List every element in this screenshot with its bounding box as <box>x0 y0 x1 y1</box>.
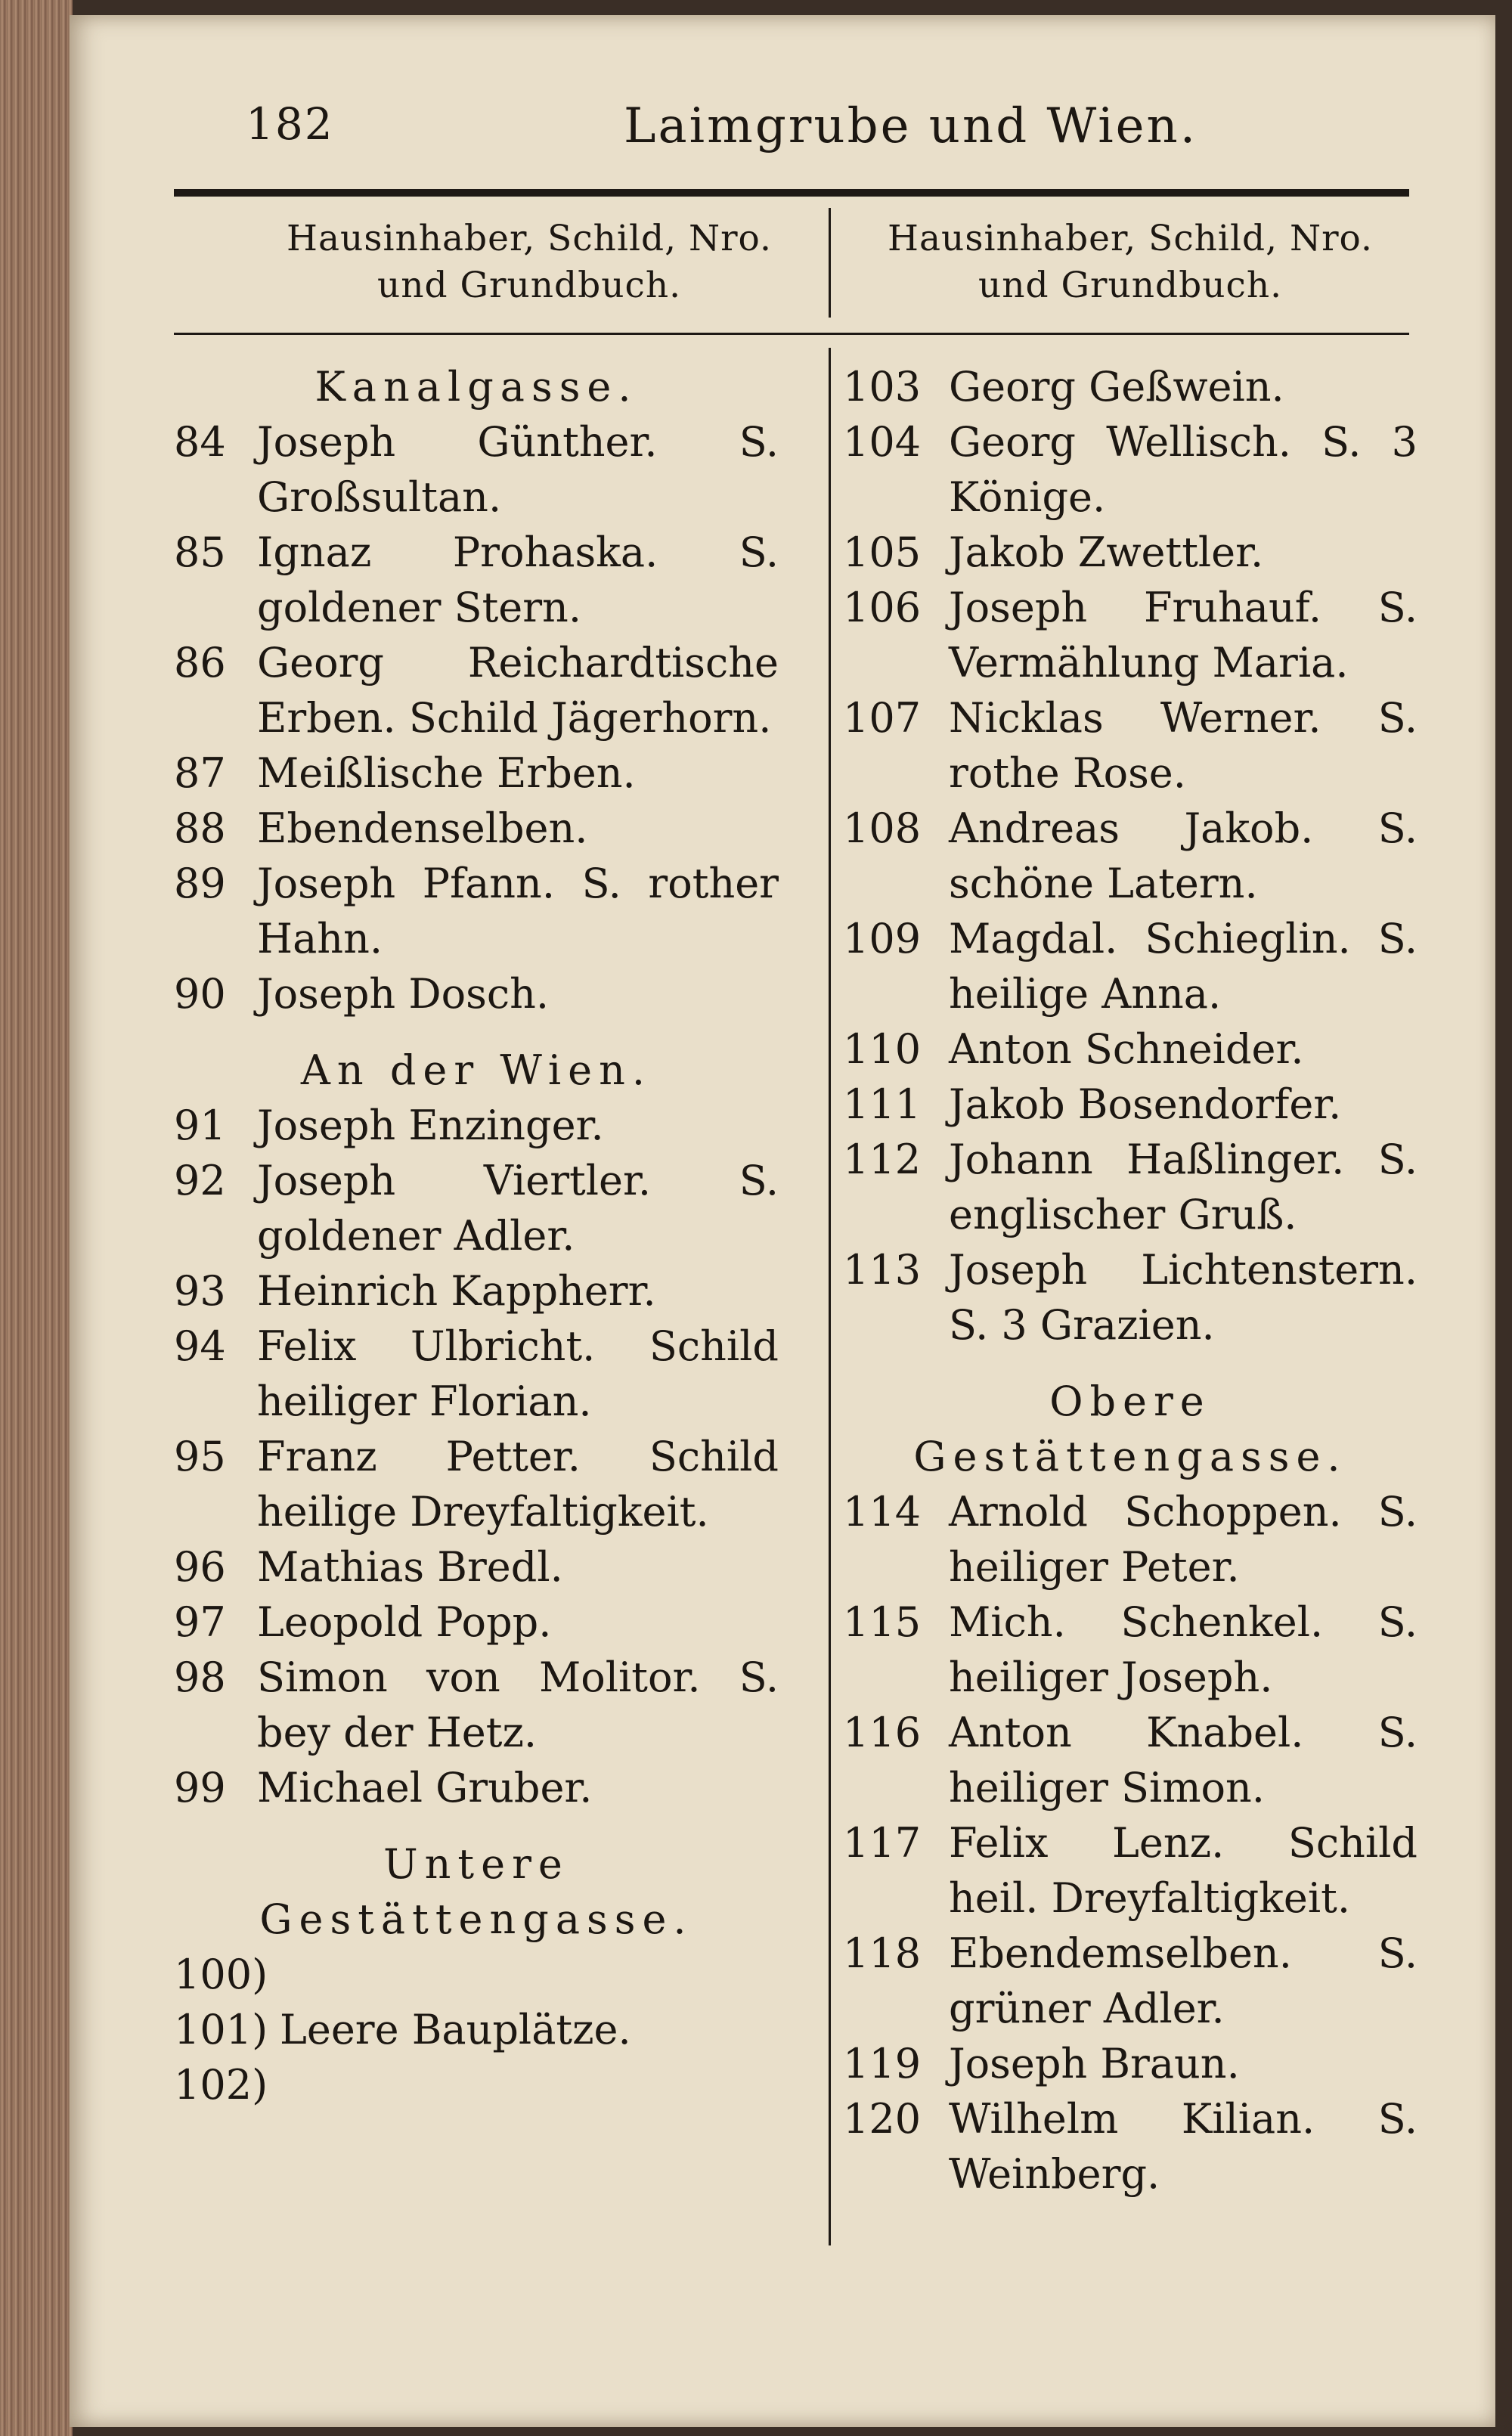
list-item <box>843 690 1418 801</box>
house-owner-entry: Wilhelm Kilian. S. Weinberg. <box>949 2095 1418 2198</box>
section-heading-kanalgasse: Kanalgasse. <box>314 363 638 411</box>
house-owner-entry: Joseph Fruhauf. S. Vermählung Maria. <box>949 584 1418 686</box>
list-item <box>843 1484 1418 1595</box>
house-owner-entry: Joseph Braun. <box>949 2040 1240 2087</box>
house-number: 95 <box>174 1433 226 1480</box>
left-column-header-line1: Hausinhaber, Schild, Nro. <box>287 218 772 259</box>
house-number: 86 <box>174 639 226 686</box>
bracket-number: 100) <box>174 1951 268 1998</box>
header-column-divider <box>829 208 831 318</box>
house-owner-entry: Johann Haßlinger. S. englischer Gruß. <box>949 1136 1418 1238</box>
body-column-divider <box>829 348 831 2245</box>
house-number: 88 <box>174 804 226 852</box>
house-number: 117 <box>843 1819 922 1867</box>
right-column-header-line1: Hausinhaber, Schild, Nro. <box>888 218 1373 259</box>
house-owner-entry: Georg Geßwein. <box>949 363 1284 411</box>
obere-gestaettengasse-list <box>843 1484 1418 2202</box>
house-number: 112 <box>843 1136 922 1183</box>
house-number: 108 <box>843 804 922 852</box>
list-item <box>174 1263 779 1319</box>
list-item <box>174 856 779 966</box>
house-owner-entry: Arnold Schoppen. S. heiliger Peter. <box>949 1488 1418 1591</box>
house-number: 113 <box>843 1246 922 1294</box>
house-number: 114 <box>843 1488 922 1536</box>
list-item <box>843 1077 1418 1132</box>
house-number: 87 <box>174 749 226 797</box>
list-item <box>174 1098 779 1153</box>
list-item <box>174 1319 779 1429</box>
house-owner-entry: Heinrich Kappherr. <box>257 1267 656 1315</box>
house-owner-entry: Nicklas Werner. S. rothe Rose. <box>949 694 1418 797</box>
bracket-text: Leere Bauplätze. <box>280 2006 631 2053</box>
top-rule <box>174 189 1409 197</box>
list-item <box>843 2036 1418 2091</box>
list-item <box>174 1595 779 1650</box>
bracket-numbers <box>174 1947 280 2112</box>
house-owner-entry: Andreas Jakob. S. schöne Latern. <box>949 804 1418 907</box>
house-number: 119 <box>843 2040 922 2087</box>
list-item <box>843 1595 1418 1705</box>
bracket-entry <box>174 1947 779 2112</box>
list-item <box>843 414 1418 525</box>
list-item <box>843 1815 1418 1926</box>
house-number: 84 <box>174 418 226 466</box>
section-heading-untere-gestaettengasse: Untere Gestättengasse. <box>259 1840 693 1943</box>
house-number: 96 <box>174 1543 226 1591</box>
house-owner-entry: Magdal. Schieglin. S. heilige Anna. <box>949 915 1418 1018</box>
house-owner-entry: Meißlische Erben. <box>257 749 636 797</box>
house-owner-entry: Jakob Zwettler. <box>949 528 1264 576</box>
house-number: 90 <box>174 970 226 1018</box>
list-item <box>843 359 1418 414</box>
list-item <box>843 525 1418 580</box>
left-column-header-line2: und Grundbuch. <box>376 265 682 306</box>
list-item <box>843 1132 1418 1242</box>
house-number: 111 <box>843 1080 922 1128</box>
header-bottom-rule <box>174 333 1409 335</box>
an-der-wien-list <box>174 1098 779 1815</box>
house-number: 97 <box>174 1598 226 1646</box>
list-item <box>174 1153 779 1263</box>
house-owner-entry: Felix Ulbricht. Schild heiliger Florian. <box>257 1322 779 1425</box>
house-owner-entry: Michael Gruber. <box>257 1764 593 1812</box>
house-owner-entry: Joseph Dosch. <box>257 970 550 1018</box>
house-number: 99 <box>174 1764 226 1812</box>
right-column-header <box>839 215 1421 309</box>
house-owner-entry: Joseph Günther. S. Großsultan. <box>257 418 779 521</box>
section-heading-an-der-wien: An der Wien. <box>300 1046 652 1094</box>
house-number: 94 <box>174 1322 226 1370</box>
house-owner-entry: Felix Lenz. Schild heil. Dreyfaltigkeit. <box>949 1819 1418 1922</box>
house-number: 115 <box>843 1598 922 1646</box>
house-number: 120 <box>843 2095 922 2143</box>
section-heading-obere-gestaettengasse: Obere Gestättengasse. <box>913 1378 1347 1480</box>
house-owner-entry: Ignaz Prohaska. S. goldener Stern. <box>257 528 779 631</box>
list-item <box>174 966 779 1021</box>
house-owner-entry: Georg Reichardtische Erben. Schild Jägerhorn. <box>257 639 779 742</box>
list-item <box>843 1705 1418 1815</box>
list-item <box>174 801 779 856</box>
right-column-header-line2: und Grundbuch. <box>978 265 1283 306</box>
list-item <box>843 580 1418 690</box>
left-column-header <box>231 215 828 309</box>
list-item <box>174 635 779 745</box>
bracket-number: 102) <box>174 2061 268 2109</box>
list-item <box>843 911 1418 1021</box>
house-number: 92 <box>174 1157 226 1204</box>
house-number: 105 <box>843 528 922 576</box>
house-owner-entry: Simon von Molitor. S. bey der Hetz. <box>257 1653 779 1756</box>
house-number: 91 <box>174 1102 226 1149</box>
house-number: 104 <box>843 418 922 466</box>
right-column <box>843 359 1418 2202</box>
house-owner-entry: Ebendenselben. <box>257 804 588 852</box>
running-head <box>170 98 1458 159</box>
list-item <box>843 1021 1418 1077</box>
page-number: 182 <box>246 98 334 150</box>
house-owner-entry: Jakob Bosendorfer. <box>949 1080 1342 1128</box>
house-owner-entry: Franz Petter. Schild heilige Dreyfaltigkeit. <box>257 1433 779 1536</box>
house-number: 109 <box>843 915 922 962</box>
bracket-number: 101) <box>174 2006 268 2053</box>
house-number: 98 <box>174 1653 226 1701</box>
house-number: 93 <box>174 1267 226 1315</box>
house-owner-entry: Georg Wellisch. S. 3 Könige. <box>949 418 1418 521</box>
book-page-edges <box>0 0 73 2436</box>
house-owner-entry: Anton Schneider. <box>949 1025 1304 1073</box>
house-number: 107 <box>843 694 922 742</box>
list-item <box>174 1429 779 1539</box>
house-owner-entry: Ebendemselben. S. grüner Adler. <box>949 1929 1418 2032</box>
list-item <box>843 2091 1418 2202</box>
page-title: Laimgrube und Wien. <box>624 98 1198 154</box>
list-item <box>174 1760 779 1815</box>
list-item <box>843 801 1418 911</box>
house-owner-entry: Joseph Lichtenstern. S. 3 Grazien. <box>949 1246 1418 1349</box>
kanalgasse-list <box>174 414 779 1021</box>
house-number: 118 <box>843 1929 922 1977</box>
house-owner-entry: Joseph Enzinger. <box>257 1102 604 1149</box>
list-item <box>174 1539 779 1595</box>
house-owner-entry: Joseph Pfann. S. rother Hahn. <box>257 860 779 962</box>
list-item <box>174 414 779 525</box>
house-owner-entry: Joseph Viertler. S. goldener Adler. <box>257 1157 779 1260</box>
house-number: 89 <box>174 860 226 907</box>
house-owner-entry: Mich. Schenkel. S. heiliger Joseph. <box>949 1598 1418 1701</box>
house-number: 85 <box>174 528 226 576</box>
house-owner-entry: Anton Knabel. S. heiliger Simon. <box>949 1709 1418 1812</box>
house-number: 110 <box>843 1025 922 1073</box>
list-item <box>843 1242 1418 1353</box>
house-number: 116 <box>843 1709 922 1756</box>
house-owner-entry: Leopold Popp. <box>257 1598 552 1646</box>
house-number: 103 <box>843 363 922 411</box>
left-column <box>174 359 779 2112</box>
right-entries-list <box>843 359 1418 1353</box>
house-owner-entry: Mathias Bredl. <box>257 1543 563 1591</box>
list-item <box>843 1926 1418 2036</box>
list-item <box>174 745 779 801</box>
list-item <box>174 525 779 635</box>
house-number: 106 <box>843 584 922 631</box>
list-item <box>174 1650 779 1760</box>
